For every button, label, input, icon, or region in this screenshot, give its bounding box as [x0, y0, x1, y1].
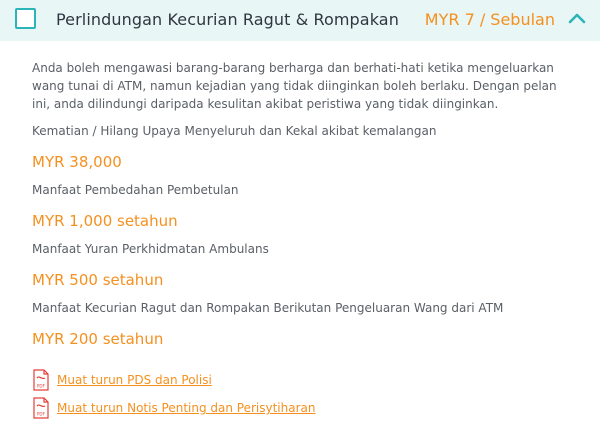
link-label[interactable]: Muat turun PDS dan Polisi — [57, 373, 212, 387]
addon-description: Anda boleh mengawasi barang-barang berharga dan berhati-hati ketika mengeluarkan wang tunai di ATM, namun kejadian yang tidak diinginkan boleh berlaku. Dengan pelan ini, anda dilindungi daripada kesulitan akibat peristiwa yang tidak diinginkan. — [32, 61, 557, 111]
addon-checkbox[interactable] — [15, 8, 36, 29]
download-notice-link[interactable] — [33, 397, 316, 419]
benefit-label: Manfaat Pembedahan Pembetulan — [32, 183, 239, 197]
addon-price: MYR 7 / Sebulan — [424, 10, 555, 29]
pdf-icon — [33, 369, 49, 391]
pdf-icon — [33, 397, 49, 419]
addon-header[interactable] — [0, 0, 600, 41]
benefit-value: MYR 500 setahun — [32, 271, 164, 289]
pdf-icon-text: PDF — [36, 383, 46, 389]
benefit-value: MYR 200 setahun — [32, 330, 164, 348]
pdf-icon-text: PDF — [36, 411, 46, 417]
addon-title: Perlindungan Kecurian Ragut & Rompakan — [56, 10, 399, 29]
benefit-label: Manfaat Yuran Perkhidmatan Ambulans — [32, 242, 269, 256]
benefit-label: Kematian / Hilang Upaya Menyeluruh dan Kekal akibat kemalangan — [32, 124, 437, 138]
link-label[interactable]: Muat turun Notis Penting dan Perisytiharan — [57, 401, 316, 415]
chevron-up-icon[interactable] — [568, 11, 586, 25]
benefit-label: Manfaat Kecurian Ragut dan Rompakan Berikutan Pengeluaran Wang dari ATM — [32, 301, 504, 315]
download-pds-link[interactable] — [33, 369, 212, 391]
benefit-value: MYR 38,000 — [32, 153, 122, 171]
benefit-value: MYR 1,000 setahun — [32, 212, 178, 230]
